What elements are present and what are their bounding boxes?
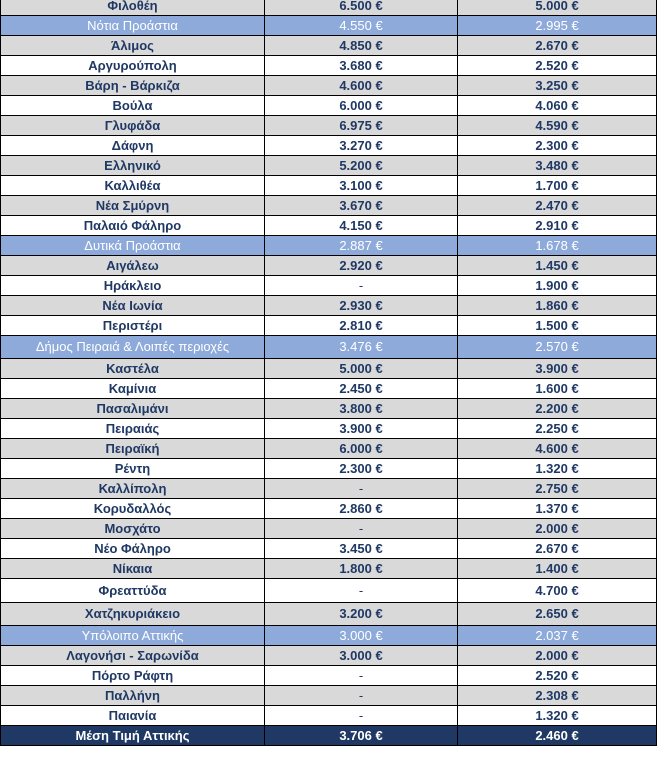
price-col-2-cell: 5.000 €: [458, 0, 657, 16]
price-col-2-cell: 2.308 €: [458, 686, 657, 706]
price-col-1-cell: 6.000 €: [265, 439, 458, 459]
area-name-cell: Καμίνια: [1, 379, 265, 399]
price-col-1-cell: 2.887 €: [265, 236, 458, 256]
area-name-cell: Δήμος Πειραιά & Λοιπές περιοχές: [1, 336, 265, 359]
table-row: [1, 419, 657, 439]
area-name-cell: Μέση Τιμή Αττικής: [1, 726, 265, 746]
table-row: [1, 56, 657, 76]
table-row: [1, 76, 657, 96]
price-col-2-cell: 4.600 €: [458, 439, 657, 459]
price-col-2-cell: 2.670 €: [458, 36, 657, 56]
table-row: [1, 276, 657, 296]
table-row: [1, 116, 657, 136]
price-col-2-cell: 2.995 €: [458, 16, 657, 36]
price-col-2-cell: 2.000 €: [458, 646, 657, 666]
price-col-2-cell: 2.470 €: [458, 196, 657, 216]
price-col-1-cell: 4.550 €: [265, 16, 458, 36]
area-name-cell: Κορυδαλλός: [1, 499, 265, 519]
price-col-2-cell: 4.060 €: [458, 96, 657, 116]
price-col-1-cell: 3.680 €: [265, 56, 458, 76]
price-col-2-cell: 3.900 €: [458, 359, 657, 379]
area-name-cell: Δυτικά Προάστια: [1, 236, 265, 256]
price-col-2-cell: 2.910 €: [458, 216, 657, 236]
price-col-2-cell: 1.400 €: [458, 559, 657, 579]
price-col-1-cell: 2.450 €: [265, 379, 458, 399]
price-col-1-cell: -: [265, 276, 458, 296]
total-row: [1, 726, 657, 746]
price-col-2-cell: 2.250 €: [458, 419, 657, 439]
area-name-cell: Πόρτο Ράφτη: [1, 666, 265, 686]
area-name-cell: Καστέλα: [1, 359, 265, 379]
area-name-cell: Δάφνη: [1, 136, 265, 156]
price-col-1-cell: 2.300 €: [265, 459, 458, 479]
group-row: [1, 336, 657, 359]
table-row: [1, 603, 657, 626]
table-row: [1, 499, 657, 519]
table-row: [1, 156, 657, 176]
price-col-1-cell: 3.200 €: [265, 603, 458, 626]
area-name-cell: Πειραϊκή: [1, 439, 265, 459]
price-col-2-cell: 1.900 €: [458, 276, 657, 296]
area-name-cell: Ηράκλειο: [1, 276, 265, 296]
price-col-1-cell: -: [265, 519, 458, 539]
table-row: [1, 479, 657, 499]
price-col-2-cell: 4.590 €: [458, 116, 657, 136]
table-row: [1, 36, 657, 56]
price-col-2-cell: 1.500 €: [458, 316, 657, 336]
table-row: [1, 559, 657, 579]
price-col-1-cell: 2.920 €: [265, 256, 458, 276]
price-table-body: [1, 0, 657, 746]
price-col-1-cell: 3.706 €: [265, 726, 458, 746]
price-col-2-cell: 2.460 €: [458, 726, 657, 746]
area-name-cell: Πασαλιμάνι: [1, 399, 265, 419]
area-name-cell: Βάρη - Βάρκιζα: [1, 76, 265, 96]
table-row: [1, 176, 657, 196]
area-name-cell: Περιστέρι: [1, 316, 265, 336]
price-col-1-cell: 4.850 €: [265, 36, 458, 56]
area-name-cell: Νέα Σμύρνη: [1, 196, 265, 216]
price-col-2-cell: 1.450 €: [458, 256, 657, 276]
price-col-1-cell: 4.600 €: [265, 76, 458, 96]
table-row: [1, 316, 657, 336]
price-col-1-cell: 6.975 €: [265, 116, 458, 136]
area-name-cell: Άλιμος: [1, 36, 265, 56]
price-col-1-cell: -: [265, 479, 458, 499]
price-col-1-cell: 3.670 €: [265, 196, 458, 216]
table-row: [1, 216, 657, 236]
area-name-cell: Βούλα: [1, 96, 265, 116]
price-col-2-cell: 2.650 €: [458, 603, 657, 626]
table-row: [1, 666, 657, 686]
price-col-2-cell: 1.600 €: [458, 379, 657, 399]
area-name-cell: Μοσχάτο: [1, 519, 265, 539]
price-col-2-cell: 1.320 €: [458, 459, 657, 479]
price-col-2-cell: 1.678 €: [458, 236, 657, 256]
table-row: [1, 646, 657, 666]
price-col-2-cell: 2.750 €: [458, 479, 657, 499]
price-col-2-cell: 2.570 €: [458, 336, 657, 359]
table-row: [1, 539, 657, 559]
group-row: [1, 16, 657, 36]
table-row: [1, 579, 657, 603]
price-col-1-cell: 5.000 €: [265, 359, 458, 379]
area-name-cell: Αργυρούπολη: [1, 56, 265, 76]
area-name-cell: Λαγονήσι - Σαρωνίδα: [1, 646, 265, 666]
area-name-cell: Νέα Ιωνία: [1, 296, 265, 316]
area-name-cell: Παλλήνη: [1, 686, 265, 706]
area-name-cell: Γλυφάδα: [1, 116, 265, 136]
price-col-1-cell: 2.810 €: [265, 316, 458, 336]
price-col-1-cell: -: [265, 666, 458, 686]
table-row: [1, 136, 657, 156]
area-name-cell: Υπόλοιπο Αττικής: [1, 626, 265, 646]
area-name-cell: Ελληνικό: [1, 156, 265, 176]
area-name-cell: Φιλοθέη: [1, 0, 265, 16]
price-col-1-cell: -: [265, 579, 458, 603]
price-col-1-cell: 2.930 €: [265, 296, 458, 316]
price-col-2-cell: 2.037 €: [458, 626, 657, 646]
price-col-2-cell: 2.520 €: [458, 56, 657, 76]
price-col-2-cell: 4.700 €: [458, 579, 657, 603]
price-col-2-cell: 3.480 €: [458, 156, 657, 176]
price-col-1-cell: 3.270 €: [265, 136, 458, 156]
price-col-1-cell: 1.800 €: [265, 559, 458, 579]
price-col-1-cell: -: [265, 706, 458, 726]
table-row: [1, 196, 657, 216]
area-name-cell: Καλλιθέα: [1, 176, 265, 196]
price-col-1-cell: 5.200 €: [265, 156, 458, 176]
area-name-cell: Πειραιάς: [1, 419, 265, 439]
price-col-2-cell: 1.700 €: [458, 176, 657, 196]
table-row: [1, 0, 657, 16]
table-row: [1, 439, 657, 459]
area-name-cell: Φρεαττύδα: [1, 579, 265, 603]
area-name-cell: Ρέντη: [1, 459, 265, 479]
price-col-2-cell: 2.200 €: [458, 399, 657, 419]
table-row: [1, 379, 657, 399]
price-col-1-cell: 3.476 €: [265, 336, 458, 359]
table-row: [1, 706, 657, 726]
area-name-cell: Παλαιό Φάληρο: [1, 216, 265, 236]
area-name-cell: Παιανία: [1, 706, 265, 726]
price-col-2-cell: 1.860 €: [458, 296, 657, 316]
price-col-1-cell: 6.500 €: [265, 0, 458, 16]
area-name-cell: Νότια Προάστια: [1, 16, 265, 36]
table-row: [1, 359, 657, 379]
group-row: [1, 626, 657, 646]
price-col-2-cell: 2.670 €: [458, 539, 657, 559]
price-col-1-cell: -: [265, 686, 458, 706]
table-row: [1, 96, 657, 116]
price-col-1-cell: 3.000 €: [265, 646, 458, 666]
price-col-2-cell: 1.370 €: [458, 499, 657, 519]
table-row: [1, 519, 657, 539]
price-col-2-cell: 2.300 €: [458, 136, 657, 156]
area-name-cell: Χατζηκυριάκειο: [1, 603, 265, 626]
area-name-cell: Αιγάλεω: [1, 256, 265, 276]
price-col-1-cell: 3.900 €: [265, 419, 458, 439]
table-row: [1, 686, 657, 706]
price-col-2-cell: 1.320 €: [458, 706, 657, 726]
price-col-2-cell: 2.520 €: [458, 666, 657, 686]
group-row: [1, 236, 657, 256]
price-col-1-cell: 6.000 €: [265, 96, 458, 116]
area-name-cell: Καλλίπολη: [1, 479, 265, 499]
price-col-1-cell: 4.150 €: [265, 216, 458, 236]
price-col-1-cell: 3.000 €: [265, 626, 458, 646]
price-col-2-cell: 2.000 €: [458, 519, 657, 539]
price-col-1-cell: 2.860 €: [265, 499, 458, 519]
table-row: [1, 459, 657, 479]
price-col-2-cell: 3.250 €: [458, 76, 657, 96]
table-row: [1, 399, 657, 419]
table-row: [1, 256, 657, 276]
table-row: [1, 296, 657, 316]
area-name-cell: Νίκαια: [1, 559, 265, 579]
price-col-1-cell: 3.100 €: [265, 176, 458, 196]
price-col-1-cell: 3.450 €: [265, 539, 458, 559]
price-col-1-cell: 3.800 €: [265, 399, 458, 419]
area-name-cell: Νέο Φάληρο: [1, 539, 265, 559]
